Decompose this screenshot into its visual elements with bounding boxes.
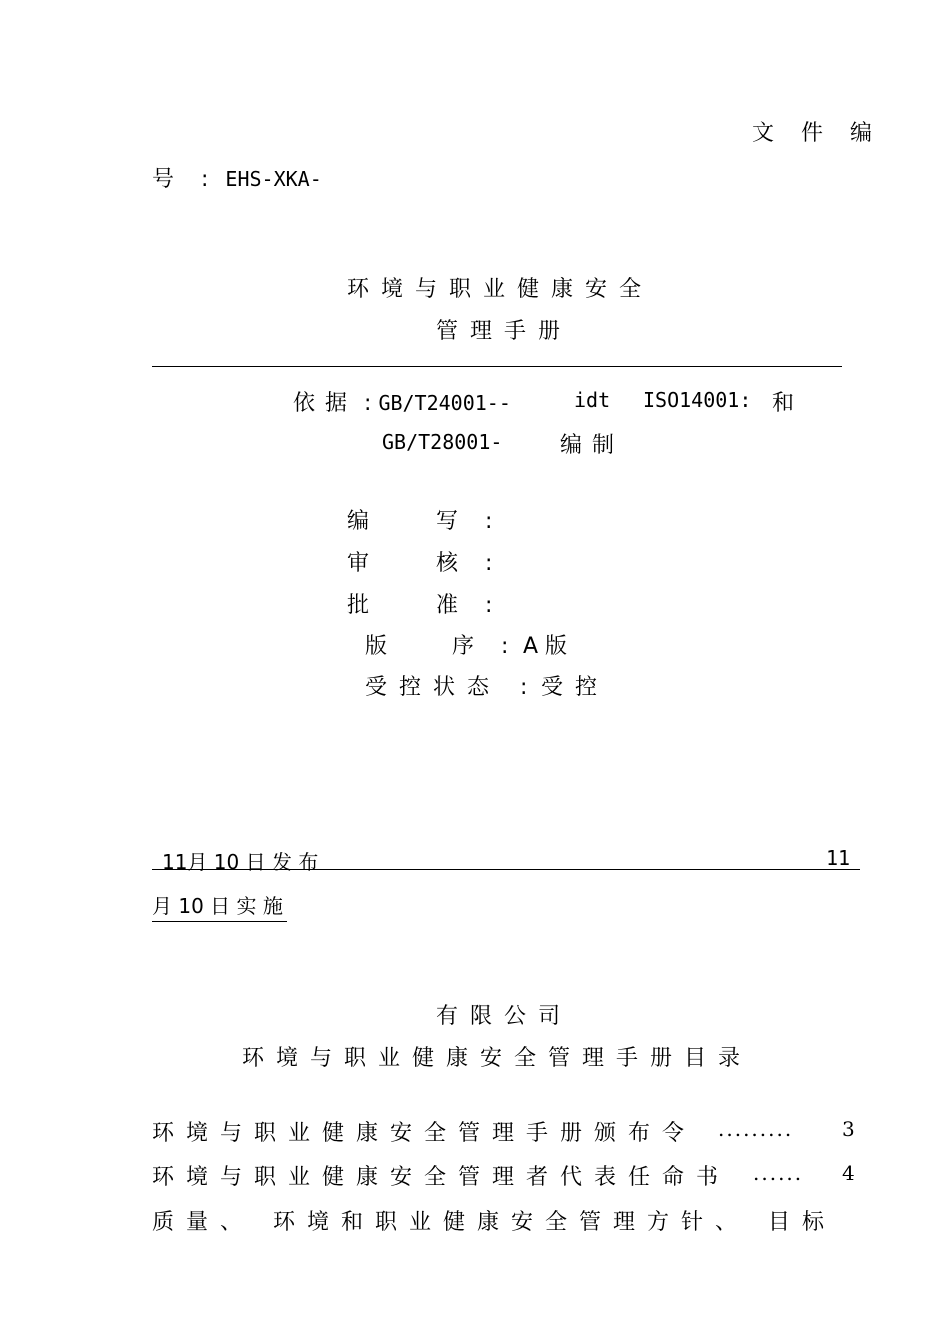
doc-number-label-part2: 号 : (152, 167, 219, 192)
approve-label-a: 批 (347, 593, 370, 618)
issue-date: 11月 10 日 发 布 (162, 850, 319, 874)
toc-entry-2[interactable]: 环境与职业健康安全管理者代表任命书 (152, 1165, 731, 1190)
toc-entry-2-page: 4 (842, 1161, 855, 1185)
implement-date: 月 10 日 实 施 (152, 890, 287, 922)
implement-date-month-part: 11 (826, 846, 851, 870)
version-label-b: 序 : (452, 634, 519, 659)
toc-entry-1-dots: ......... (718, 1117, 794, 1141)
toc-entry-3[interactable]: 质量、 环境和职业健康安全管理方针、 目标 (152, 1210, 836, 1235)
version-value: A 版 (523, 634, 568, 659)
control-status-label: 受控状态 : (365, 675, 540, 700)
write-label-b: 写 : (436, 509, 503, 534)
basis-idt: idt (574, 388, 611, 412)
control-status-value: 受控 (541, 675, 610, 700)
issue-date-underline (152, 869, 860, 870)
basis-compiled: 编制 (560, 433, 625, 458)
title-divider (152, 366, 842, 367)
basis-iso: ISO14001: (643, 388, 752, 412)
basis-std2: GB/T28001- (382, 430, 503, 454)
doc-number-line (152, 162, 322, 193)
toc-entry-1-page: 3 (842, 1117, 855, 1141)
doc-number-value: EHS-XKA- (225, 167, 322, 191)
toc-title: 环境与职业健康安全管理手册目录 (242, 1046, 753, 1071)
basis-and: 和 (772, 391, 795, 416)
doc-number-label-part1: 文 件 编 (752, 121, 882, 146)
basis-std1: GB/T24001-- (378, 391, 511, 415)
toc-entry-2-dots: ...... (753, 1161, 804, 1185)
write-label-a: 编 (347, 509, 370, 534)
version-label-a: 版 (365, 634, 388, 659)
basis-label: 依据 (293, 391, 358, 416)
manual-title-line1: 环境与职业健康安全 (347, 277, 654, 302)
basis-line (293, 386, 511, 417)
review-label-b: 核 : (436, 551, 503, 576)
manual-title-line2: 管理手册 (436, 319, 573, 344)
review-label-a: 审 (347, 551, 370, 576)
approve-label-b: 准 : (436, 593, 503, 618)
company-name: 有限公司 (436, 1004, 573, 1029)
toc-entry-1[interactable]: 环境与职业健康安全管理手册颁布令 (152, 1121, 697, 1146)
basis-colon: : (364, 391, 372, 416)
